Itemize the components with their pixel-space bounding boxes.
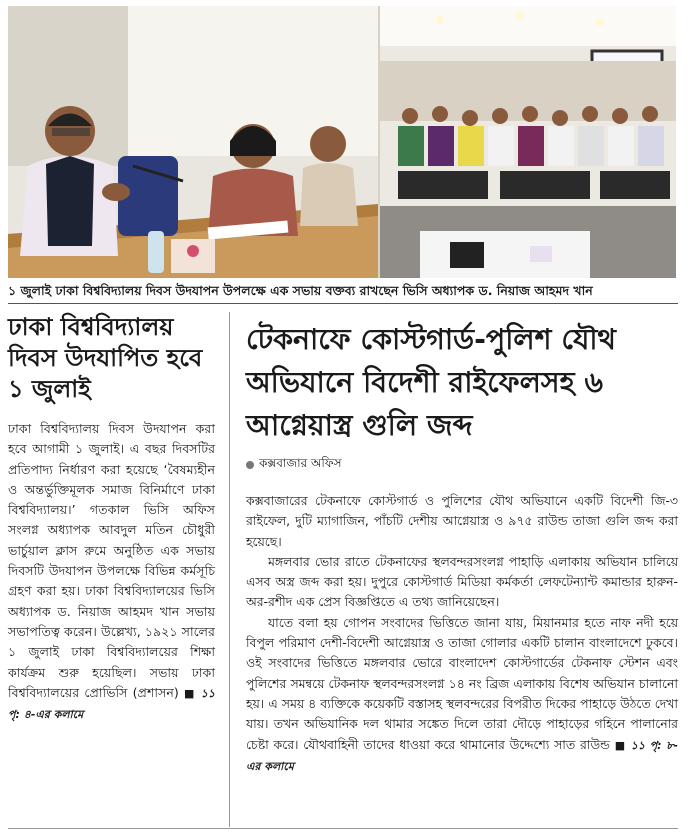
- news-photo: [8, 6, 676, 278]
- divider: [8, 303, 678, 304]
- right-story: [246, 318, 678, 777]
- bullet-icon: [246, 461, 254, 469]
- byline: [246, 455, 678, 475]
- photo-audience-panel: [380, 6, 676, 278]
- right-story-headline: টেকনাফে কোস্টগার্ড-পুলিশ যৌথ অভিযানে বিদেশী রাইফেলসহ ৬ আগ্নেয়াস্ত্র গুলি জব্দ: [246, 323, 617, 442]
- paragraph: মঙ্গলবার ভোর রাতে টেকনাফের স্থলবন্দরসংলগ্ন পাহাড়ি এলাকায় অভিযান চালিয়ে এসব অস্ত্র জব্দ করা হয়। দুপুরে কোস্টগার্ড মিডিয়া কর্মকর্তা লেফটেন্যান্ট কমান্ডার হারুন-অর-রশীদ এক প্রেস বিজ্ঞপ্তিতে এ তথ্য জানিয়েছেন।: [246, 553, 678, 610]
- right-story-continued: ■ ১১ পৃ: ৮-এর কলামে: [246, 738, 678, 773]
- left-story-text: ঢাকা বিশ্ববিদ্যালয় দিবস উদযাপন করা হবে আগামী ১ জুলাই। এ বছর দিবসটির প্রতিপাদ্য নির্ধারণ করা হয়েছে ‘বৈষম্যহীন ও অন্তর্ভুক্তিমূলক সমাজ বিনির্মাণে ঢাকা বিশ্ববিদ্যালয়।’ গতকাল ভিসি অফিস সংলগ্ন অধ্যাপক আবদুল মতিন চৌধুরী ভার্চুয়াল ক্লাস রুমে অনুষ্ঠিত এক সভায় দিবসটি উদযাপন উপলক্ষে বিভিন্ন কর্মসূচি গ্রহণ করা হয়। ঢাকা বিশ্ববিদ্যালয়ের ভিসি অধ্যাপক ড. নিয়াজ আহমদ খান সভায় সভাপতিত্ব করেন। উল্লেখ্য, ১৯২১ সালের ১ জুলাই ঢাকা বিশ্ববিদ্যালয়ের শিক্ষা কার্যক্রম শুরু হয়েছিল। সভায় ঢাকা বিশ্ববিদ্যালয়ের প্রোভিসি (প্রশাসন): [8, 421, 215, 700]
- left-story-body: [8, 419, 215, 725]
- photo-speaker-panel: [8, 6, 378, 278]
- paragraph: কক্সবাজারের টেকনাফে কোস্টগার্ড ও পুলিশের যৌথ অভিযানে একটি বিদেশী জি-৩ রাইফেল, দুটি ম্যাগাজিন, পাঁচটি দেশীয় আগ্নেয়াস্ত্র ও ৯৭৫ রাউন্ড তাজা গুলি জব্দ করা হয়েছে।: [246, 493, 678, 549]
- left-story-continued: ■ ১১ পৃ: ৪-এর কলামে: [8, 686, 215, 722]
- paragraph-text: যাতে বলা হয় গোপন সংবাদের ভিত্তিতে জানা যায়, মিয়ানমার হতে নাফ নদী হয়ে বিপুল পরিমাণ দেশী-বিদেশী আগ্নেয়াস্ত্র ও তাজা গোলার একটি চালান বাংলাদেশে ঢুকবে। ওই সংবাদের ভিত্তিতে মঙ্গলবার ভোরে বাংলাদেশ কোস্টগার্ডের টেকনাফ স্টেশন এবং পুলিশের সমন্বয়ে টেকনাফ স্থলবন্দরসংলগ্ন ১৪ নং ব্রিজ এলাকায় বিশেষ অভিযান চালানো হয়। এ সময় ৪ ব্যক্তিকে কয়েকটি বস্তাসহ স্থলবন্দরের বিপরীত দিকের পাহাড়ে উঠতে দেখা যায়। তখন অভিযানিক দল থামার সঙ্কেত দিলে তারা দৌড়ে পাহাড়ের গহিনে পালানোর চেষ্টা করে। যৌথবাহিনী তাদের ধাওয়া করে থামানোর উদ্দেশ্যে সাত রাউন্ড: [246, 614, 678, 752]
- column-divider: [229, 312, 230, 827]
- paragraph: [246, 613, 678, 777]
- left-story-headline: ঢাকা বিশ্ববিদ্যালয় দিবস উদযাপিত হবে ১ জুলাই: [8, 313, 203, 403]
- byline-text: কক্সবাজার অফিস: [259, 456, 342, 470]
- divider: [8, 828, 678, 829]
- right-story-body: [246, 491, 678, 777]
- photo-caption: ১ জুলাই ঢাকা বিশ্ববিদ্যালয় দিবস উদযাপন উপলক্ষে এক সভায় বক্তব্য রাখছেন ভিসি অধ্যাপক ড. নিয়াজ আহমদ খান: [8, 283, 593, 298]
- left-story: [8, 312, 215, 725]
